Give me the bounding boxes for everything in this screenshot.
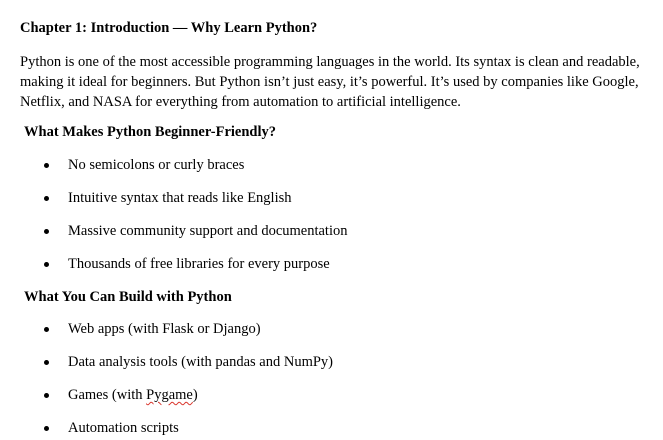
section-heading-beginner-friendly: What Makes Python Beginner-Friendly? — [24, 124, 277, 140]
chapter-title: Chapter 1: Introduction — Why Learn Python? — [20, 20, 318, 36]
bullet-icon — [44, 360, 49, 365]
spellcheck-flagged-word[interactable]: Pygame — [146, 387, 193, 403]
bullet-icon — [44, 426, 49, 431]
bullet-icon — [44, 327, 49, 332]
list-item-text-suffix: ) — [192, 387, 198, 403]
list-item-text: Thousands of free libraries for every purpose — [68, 256, 330, 272]
bullet-icon — [44, 163, 49, 168]
intro-paragraph: Python is one of the most accessible programming languages in the world. Its syntax is clean and readable, making it ideal for beginners. But Python isn’t just easy, it’s powerful. It’s used by companies like Google, Netflix, and NASA for everything from automation to artificial intelligence. — [20, 54, 640, 110]
bullet-icon — [44, 262, 49, 267]
list-item-text: Data analysis tools (with pandas and NumPy) — [68, 354, 333, 370]
bullet-icon — [44, 196, 49, 201]
list-item-text-prefix: Games (with — [68, 387, 147, 403]
list-item-text: Automation scripts — [68, 420, 179, 436]
list-item-text: Web apps (with Flask or Django) — [68, 321, 261, 337]
list-item-text: No semicolons or curly braces — [68, 157, 245, 173]
list-item-text: Intuitive syntax that reads like English — [68, 190, 292, 206]
list-item-text: Massive community support and documentation — [68, 223, 348, 239]
bullet-icon — [44, 229, 49, 234]
section-heading-what-you-can-build: What You Can Build with Python — [24, 289, 232, 305]
bullet-icon — [44, 393, 49, 398]
list-item-text — [68, 386, 198, 404]
